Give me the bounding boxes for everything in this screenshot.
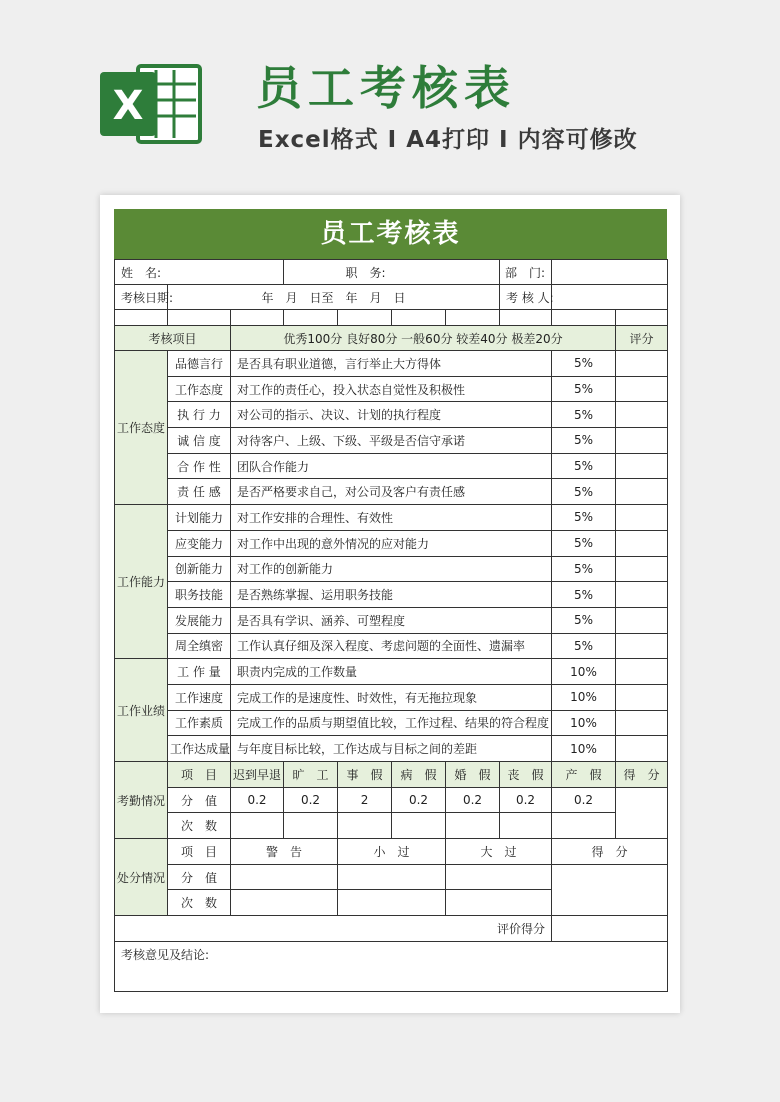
score-cell[interactable] xyxy=(616,402,668,428)
item-label: 工作态度 xyxy=(168,376,231,402)
penalty-count-cell[interactable] xyxy=(446,890,552,916)
table-row xyxy=(115,556,668,582)
group-label: 工作能力 xyxy=(115,505,168,659)
item-desc: 是否严格要求自己，对公司及客户有责任感 xyxy=(231,479,552,505)
score-cell[interactable] xyxy=(616,633,668,659)
group-label: 工作业绩 xyxy=(115,659,168,762)
item-desc: 职责内完成的工作数量 xyxy=(231,659,552,685)
item-desc: 团队合作能力 xyxy=(231,453,552,479)
attendance-col: 产 假 xyxy=(552,762,616,788)
score-cell[interactable] xyxy=(616,736,668,762)
attendance-count-cell[interactable] xyxy=(338,813,392,839)
item-label: 工 作 量 xyxy=(168,659,231,685)
attendance-value-label: 分 值 xyxy=(168,787,231,813)
item-label: 工作达成量 xyxy=(168,736,231,762)
penalty-score-label: 得 分 xyxy=(552,839,668,865)
table-row xyxy=(115,736,668,762)
dept-value-cell[interactable] xyxy=(552,260,668,285)
attendance-value: 2 xyxy=(338,787,392,813)
score-cell[interactable] xyxy=(616,453,668,479)
name-value-cell[interactable] xyxy=(168,260,284,285)
table-row xyxy=(115,351,668,377)
penalty-value-cell[interactable] xyxy=(446,864,552,890)
item-label: 创新能力 xyxy=(168,556,231,582)
conclusion-label[interactable]: 考核意见及结论: xyxy=(115,941,668,991)
attendance-count-cell[interactable] xyxy=(284,813,338,839)
assessor-value-cell[interactable] xyxy=(552,285,668,310)
conclusion-row xyxy=(115,941,668,991)
score-cell[interactable] xyxy=(616,351,668,377)
attendance-header-row xyxy=(115,762,668,788)
attendance-value: 0.2 xyxy=(446,787,500,813)
table-row xyxy=(115,505,668,531)
attendance-col: 事 假 xyxy=(338,762,392,788)
item-label: 应变能力 xyxy=(168,530,231,556)
attendance-count-row xyxy=(115,813,668,839)
item-label: 责 任 感 xyxy=(168,479,231,505)
attendance-item-label: 项 目 xyxy=(168,762,231,788)
table-row xyxy=(115,479,668,505)
penalty-col: 警 告 xyxy=(231,839,338,865)
attendance-col: 丧 假 xyxy=(500,762,552,788)
score-cell[interactable] xyxy=(616,710,668,736)
eval-score-row xyxy=(115,916,668,942)
item-label: 职务技能 xyxy=(168,582,231,608)
penalty-value-cell[interactable] xyxy=(231,864,338,890)
attendance-value: 0.2 xyxy=(500,787,552,813)
attendance-value-row xyxy=(115,787,668,813)
item-desc: 是否熟练掌握、运用职务技能 xyxy=(231,582,552,608)
blank-row xyxy=(115,310,668,326)
table-row xyxy=(115,530,668,556)
table-row xyxy=(115,428,668,454)
attendance-label: 考勤情况 xyxy=(115,762,168,839)
attendance-col: 旷 工 xyxy=(284,762,338,788)
item-desc: 工作认真仔细及深入程度、考虑问题的全面性、遗漏率 xyxy=(231,633,552,659)
item-label: 合 作 性 xyxy=(168,453,231,479)
penalty-item-label: 项 目 xyxy=(168,839,231,865)
eval-score-cell[interactable] xyxy=(552,916,668,942)
attendance-score-label: 得 分 xyxy=(616,762,668,788)
date-label: 考核日期: xyxy=(115,285,168,310)
item-weight: 5% xyxy=(552,582,616,608)
penalty-value-row xyxy=(115,864,668,890)
score-header: 评分 xyxy=(616,326,668,351)
item-header: 考核项目 xyxy=(115,326,231,351)
item-label: 工作素质 xyxy=(168,710,231,736)
item-desc: 完成工作的品质与期望值比较，工作过程、结果的符合程度 xyxy=(231,710,552,736)
table-header-row xyxy=(115,326,668,351)
item-weight: 5% xyxy=(552,453,616,479)
item-label: 品德言行 xyxy=(168,351,231,377)
item-weight: 5% xyxy=(552,633,616,659)
item-desc: 是否具有学识、涵养、可塑程度 xyxy=(231,607,552,633)
attendance-value: 0.2 xyxy=(552,787,616,813)
group-label: 工作态度 xyxy=(115,351,168,505)
attendance-count-cell[interactable] xyxy=(392,813,446,839)
sheet-title: 员工考核表 xyxy=(114,209,667,259)
info-row-1 xyxy=(115,260,668,285)
item-label: 诚 信 度 xyxy=(168,428,231,454)
score-cell[interactable] xyxy=(616,505,668,531)
item-weight: 10% xyxy=(552,659,616,685)
position-value-cell[interactable] xyxy=(392,260,500,285)
attendance-col: 婚 假 xyxy=(446,762,500,788)
score-cell[interactable] xyxy=(616,659,668,685)
attendance-value: 0.2 xyxy=(231,787,284,813)
item-weight: 10% xyxy=(552,736,616,762)
item-desc: 是否具有职业道德，言行举止大方得体 xyxy=(231,351,552,377)
item-desc: 对工作的责任心，投入状态自觉性及积极性 xyxy=(231,376,552,402)
item-desc: 与年度目标比较，工作达成与目标之间的差距 xyxy=(231,736,552,762)
table-row xyxy=(115,453,668,479)
item-label: 发展能力 xyxy=(168,607,231,633)
item-label: 周全缜密 xyxy=(168,633,231,659)
table-row xyxy=(115,402,668,428)
score-cell[interactable] xyxy=(616,684,668,710)
table-row xyxy=(115,633,668,659)
score-cell[interactable] xyxy=(616,530,668,556)
item-weight: 5% xyxy=(552,530,616,556)
score-cell[interactable] xyxy=(616,556,668,582)
item-desc: 对公司的指示、决议、计划的执行程度 xyxy=(231,402,552,428)
item-desc: 对工作的创新能力 xyxy=(231,556,552,582)
page-subtitle: Excel格式 I A4打印 I 内容可修改 xyxy=(258,127,638,153)
eval-score-label: 评价得分 xyxy=(115,916,552,942)
penalty-count-cell[interactable] xyxy=(338,890,446,916)
score-cell[interactable] xyxy=(616,607,668,633)
penalty-count-cell[interactable] xyxy=(231,890,338,916)
item-label: 计划能力 xyxy=(168,505,231,531)
grade-header: 优秀100分 良好80分 一般60分 较差40分 极差20分 xyxy=(231,326,616,351)
penalty-col: 大 过 xyxy=(446,839,552,865)
attendance-value: 0.2 xyxy=(392,787,446,813)
attendance-count-cell[interactable] xyxy=(500,813,552,839)
score-cell[interactable] xyxy=(616,428,668,454)
item-weight: 5% xyxy=(552,607,616,633)
item-weight: 5% xyxy=(552,556,616,582)
page-title: 员工考核表 xyxy=(256,61,516,115)
item-weight: 5% xyxy=(552,479,616,505)
item-weight: 10% xyxy=(552,710,616,736)
table-row xyxy=(115,607,668,633)
item-weight: 5% xyxy=(552,505,616,531)
attendance-count-cell[interactable] xyxy=(231,813,284,839)
item-desc: 对工作中出现的意外情况的应对能力 xyxy=(231,530,552,556)
dept-label: 部 门: xyxy=(500,260,552,285)
svg-text:X: X xyxy=(112,83,144,129)
excel-logo-icon xyxy=(98,56,206,152)
attendance-count-label: 次 数 xyxy=(168,813,231,839)
attendance-count-cell[interactable] xyxy=(552,813,616,839)
penalty-col: 小 过 xyxy=(338,839,446,865)
score-cell[interactable] xyxy=(616,376,668,402)
name-label: 姓 名: xyxy=(115,260,168,285)
item-desc: 对待客户、上级、下级、平级是否信守承诺 xyxy=(231,428,552,454)
item-weight: 5% xyxy=(552,402,616,428)
item-desc: 对工作安排的合理性、有效性 xyxy=(231,505,552,531)
table-row xyxy=(115,710,668,736)
attendance-score-cell[interactable] xyxy=(616,787,668,838)
info-row-2 xyxy=(115,285,668,310)
attendance-col: 迟到早退 xyxy=(231,762,284,788)
assessment-form xyxy=(114,259,668,992)
penalty-value-label: 分 值 xyxy=(168,864,231,890)
score-cell[interactable] xyxy=(616,582,668,608)
date-value[interactable]: 年 月 日至 年 月 日 xyxy=(168,285,500,310)
attendance-count-cell[interactable] xyxy=(446,813,500,839)
penalty-label: 处分情况 xyxy=(115,839,168,916)
penalty-count-label: 次 数 xyxy=(168,890,231,916)
table-row xyxy=(115,582,668,608)
item-label: 工作速度 xyxy=(168,684,231,710)
penalty-score-cell[interactable] xyxy=(552,864,668,915)
item-desc: 完成工作的是速度性、时效性，有无拖拉现象 xyxy=(231,684,552,710)
table-row xyxy=(115,659,668,685)
score-cell[interactable] xyxy=(616,479,668,505)
item-weight: 5% xyxy=(552,428,616,454)
table-row xyxy=(115,376,668,402)
assessor-label: 考 核 人: xyxy=(500,285,552,310)
item-weight: 10% xyxy=(552,684,616,710)
penalty-value-cell[interactable] xyxy=(338,864,446,890)
item-weight: 5% xyxy=(552,351,616,377)
item-weight: 5% xyxy=(552,376,616,402)
table-row xyxy=(115,684,668,710)
attendance-col: 病 假 xyxy=(392,762,446,788)
attendance-value: 0.2 xyxy=(284,787,338,813)
penalty-header-row xyxy=(115,839,668,865)
item-label: 执 行 力 xyxy=(168,402,231,428)
position-label: 职 务: xyxy=(284,260,392,285)
